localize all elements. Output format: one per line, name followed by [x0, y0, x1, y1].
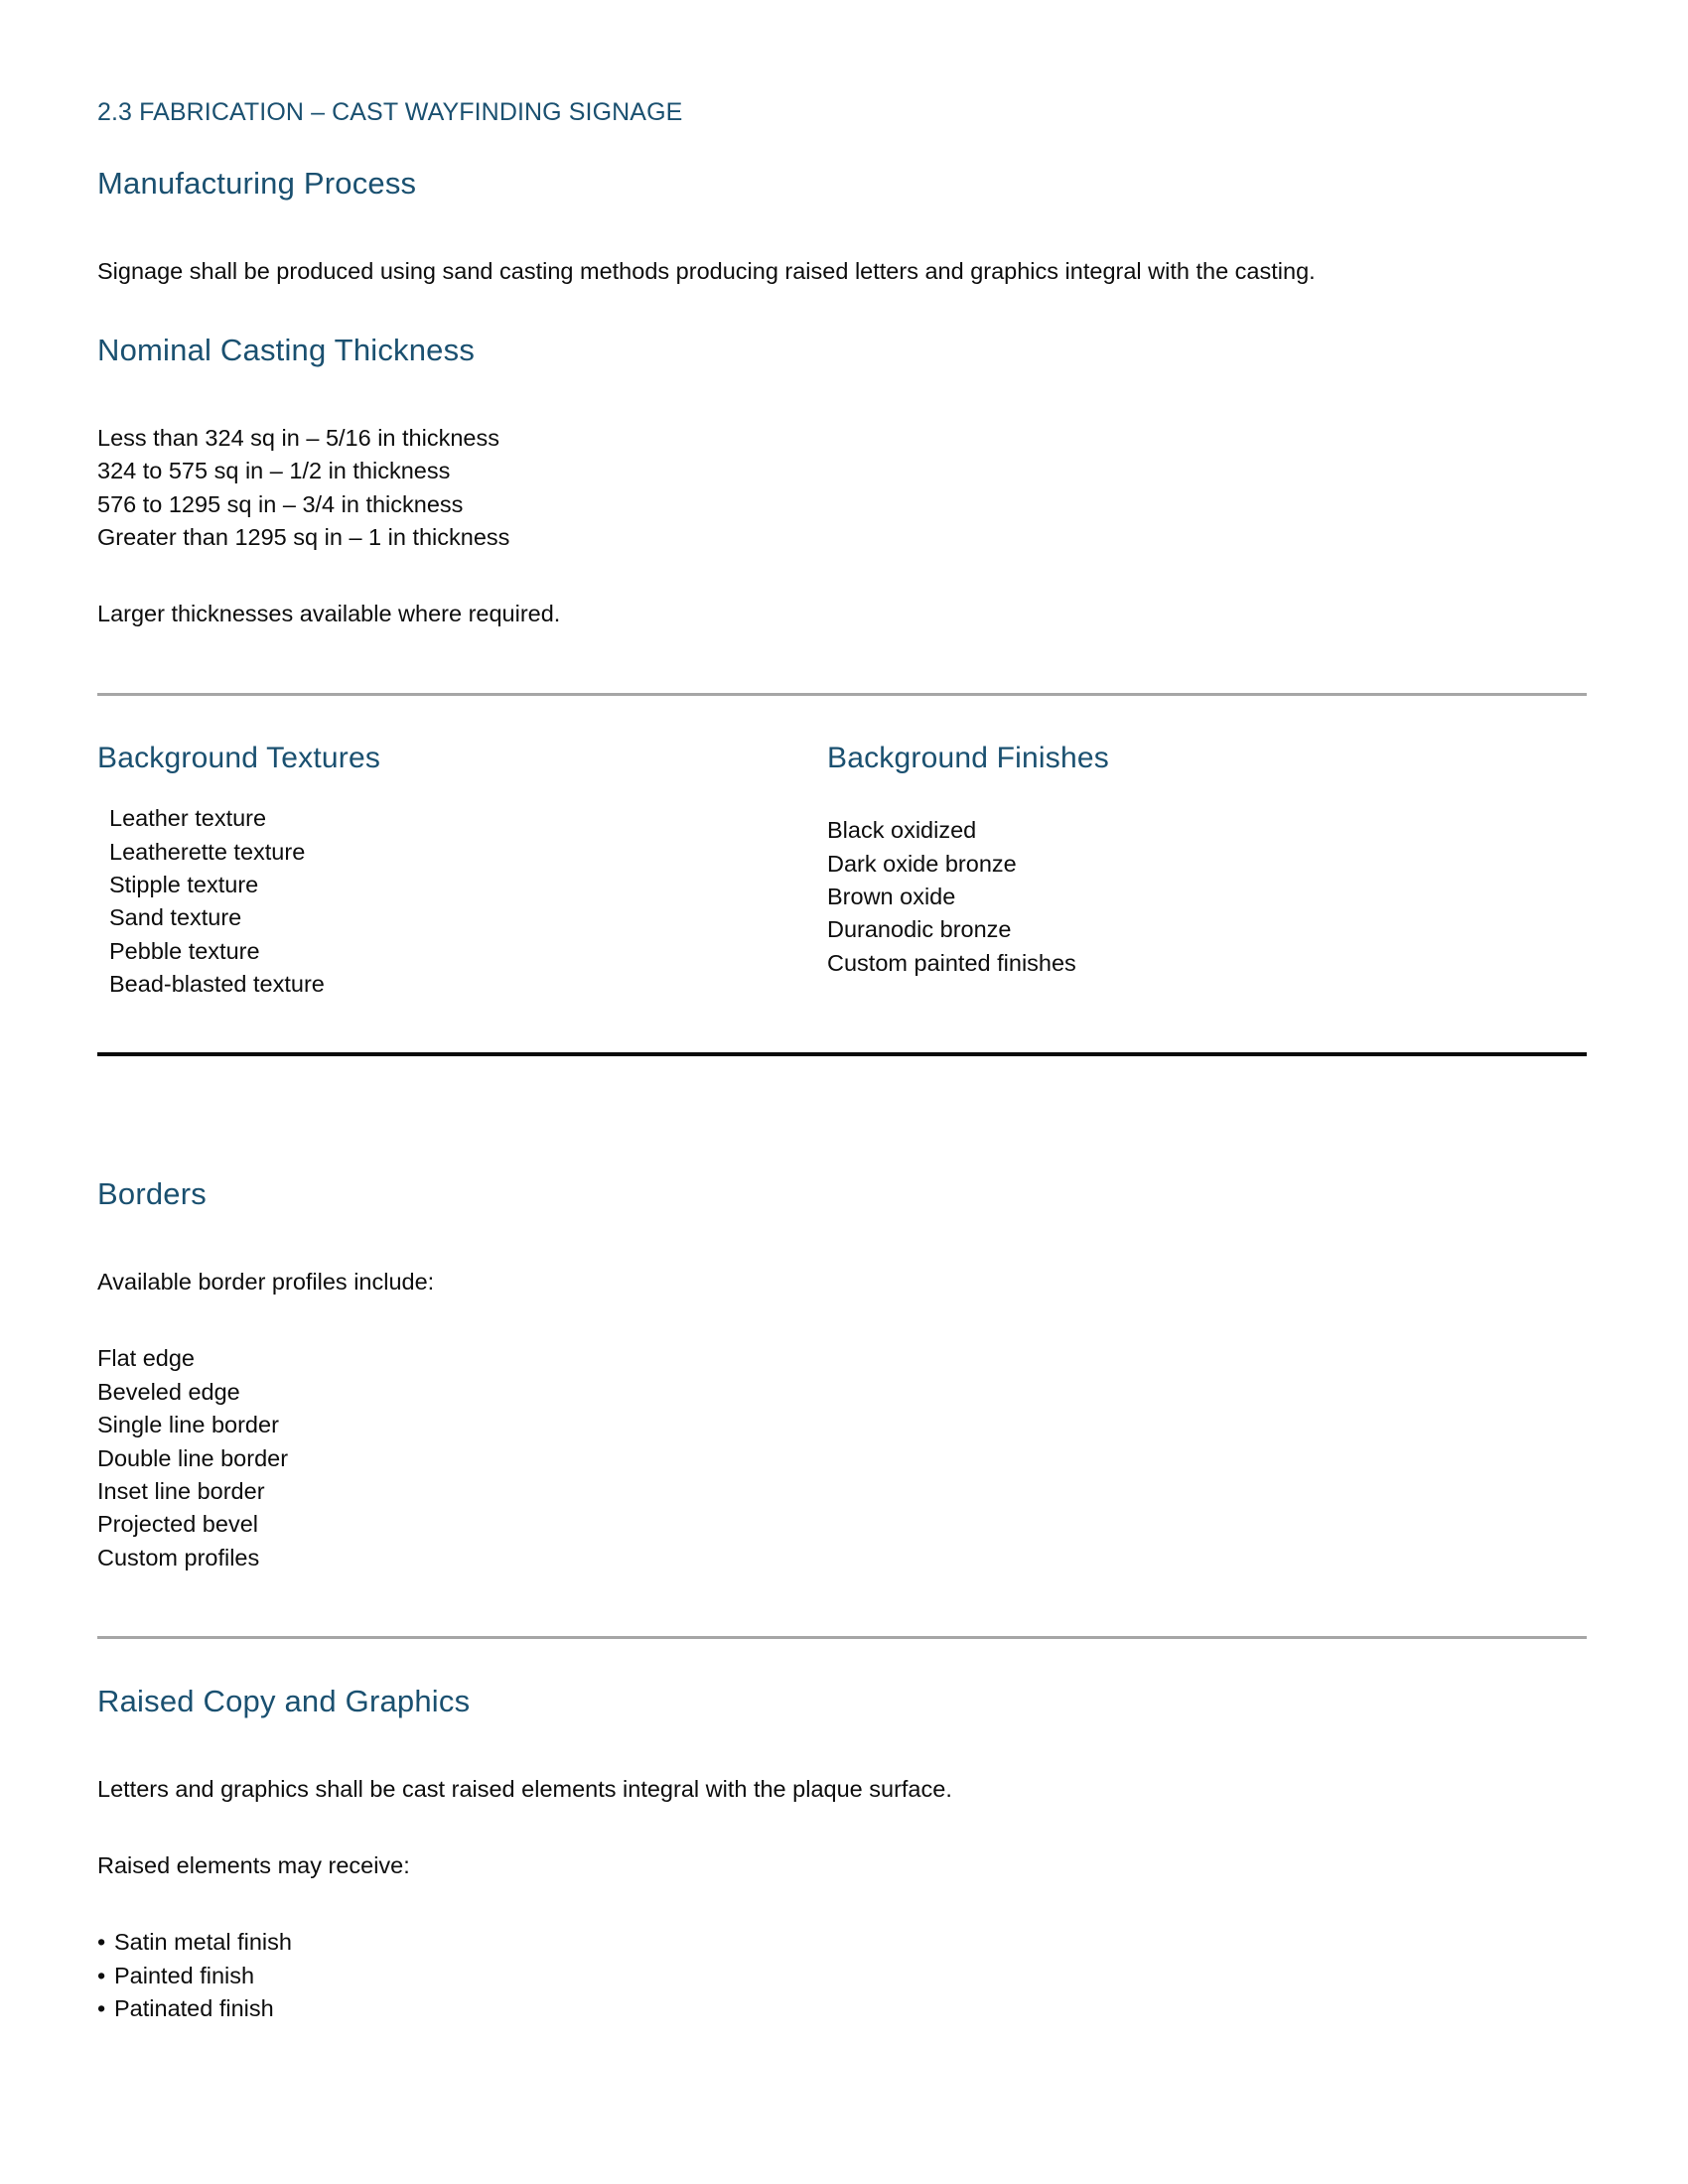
intro-borders: Available border profiles include: — [97, 1269, 435, 1296]
list-item: Flat edge — [97, 1345, 195, 1372]
list-item: Leather texture — [109, 805, 267, 832]
list-item: Custom profiles — [97, 1544, 260, 1570]
list-raised-element-finishes — [97, 1926, 1587, 2025]
list-item: Beveled edge — [97, 1378, 240, 1405]
bullet-list-item — [97, 1926, 1587, 1959]
bullet-list-item-label: Satin metal finish — [114, 1929, 292, 1956]
bullet-list-item-label: Painted finish — [114, 1962, 255, 1988]
list-item: Leatherette texture — [109, 838, 306, 865]
list-item: Less than 324 sq in – 5/16 in thickness — [97, 424, 499, 451]
column-background-textures — [97, 740, 827, 1002]
list-background-finishes — [827, 814, 1587, 980]
two-column-block — [97, 740, 1587, 1002]
list-background-textures — [109, 802, 827, 1001]
note-larger-thicknesses: Larger thicknesses available where required. — [97, 601, 561, 627]
heading-manufacturing-process: Manufacturing Process — [97, 166, 417, 201]
list-item: Brown oxide — [827, 883, 956, 909]
document-section-label: 2.3 FABRICATION – CAST WAYFINDING SIGNAGE — [97, 98, 683, 126]
column-background-finishes — [827, 740, 1587, 980]
bullet-list-item — [97, 1992, 1587, 2025]
paragraph-manufacturing-process: Signage shall be produced using sand casting methods producing raised letters and graphics integral with the casting. — [97, 257, 1316, 284]
list-item: Sand texture — [109, 904, 242, 931]
list-item: Black oxidized — [827, 817, 977, 844]
list-item: Single line border — [97, 1412, 279, 1438]
list-item: 576 to 1295 sq in – 3/4 in thickness — [97, 490, 464, 517]
list-item: Greater than 1295 sq in – 1 in thickness — [97, 523, 510, 550]
list-item: Custom painted finishes — [827, 949, 1076, 976]
list-item: Inset line border — [97, 1477, 265, 1504]
bullet-list-item — [97, 1960, 1587, 1992]
bullet-icon: • — [97, 1962, 106, 1988]
heading-background-finishes: Background Finishes — [827, 741, 1109, 774]
bullet-icon: • — [97, 1929, 106, 1956]
list-border-profiles — [97, 1342, 1587, 1574]
heading-raised-copy-and-graphics: Raised Copy and Graphics — [97, 1683, 471, 1718]
list-item: Bead-blasted texture — [109, 970, 325, 997]
list-item: Double line border — [97, 1444, 289, 1471]
paragraph-raised-copy: Letters and graphics shall be cast raised elements integral with the plaque surface. — [97, 1775, 952, 1802]
list-item: 324 to 575 sq in – 1/2 in thickness — [97, 458, 451, 484]
bullet-icon: • — [97, 1995, 106, 2022]
list-item: Projected bevel — [97, 1511, 258, 1538]
list-item: Dark oxide bronze — [827, 850, 1017, 877]
list-item: Duranodic bronze — [827, 916, 1012, 943]
intro-raised-elements: Raised elements may receive: — [97, 1852, 410, 1879]
bullet-list-item-label: Patinated finish — [114, 1995, 274, 2022]
list-item: Pebble texture — [109, 937, 260, 964]
list-nominal-casting-thickness — [97, 422, 1587, 554]
list-item: Stipple texture — [109, 871, 259, 897]
heading-nominal-casting-thickness: Nominal Casting Thickness — [97, 333, 476, 368]
heading-background-textures: Background Textures — [97, 741, 381, 774]
heading-borders: Borders — [97, 1176, 207, 1212]
